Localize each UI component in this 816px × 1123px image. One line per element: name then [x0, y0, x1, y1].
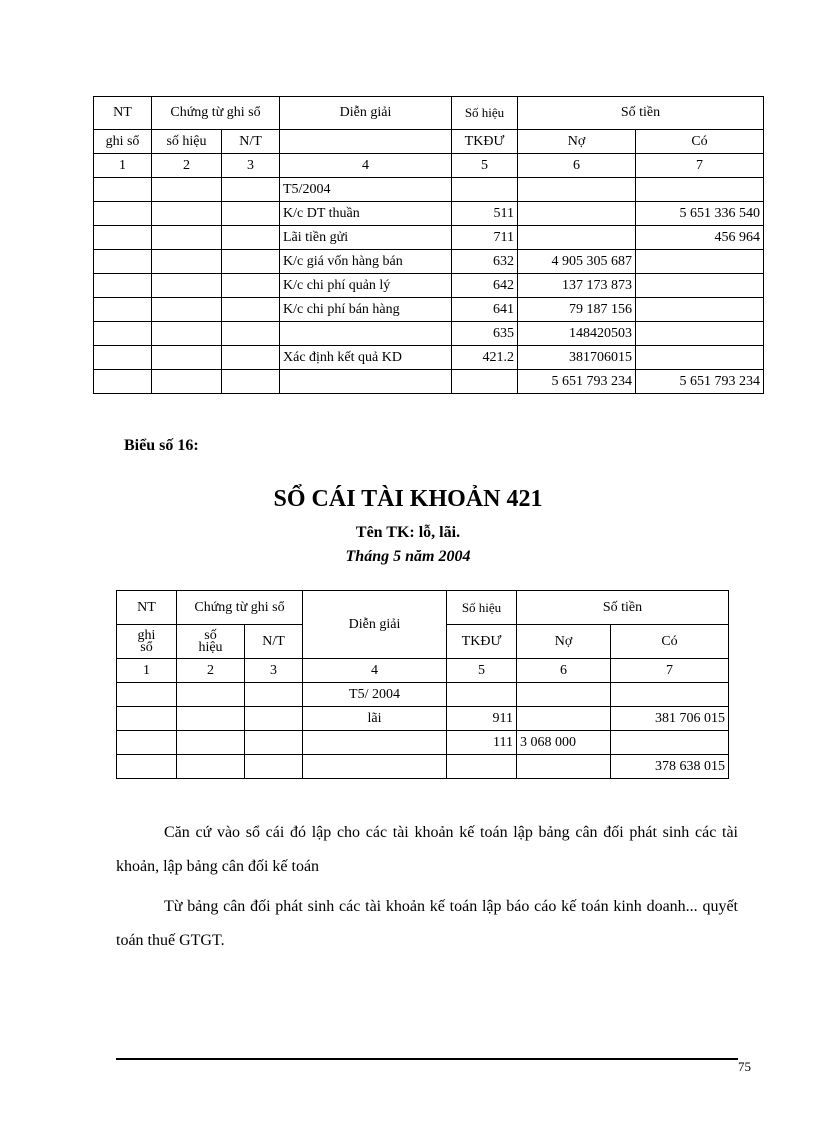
form-label: Biểu số 16: [124, 437, 199, 454]
row-co [636, 274, 764, 298]
row-no: 3 068 000 [517, 731, 611, 755]
row-no [518, 226, 636, 250]
row-tk [447, 683, 517, 707]
row-tk: 632 [452, 250, 518, 274]
row-desc [280, 370, 452, 394]
index-cell: 3 [222, 154, 280, 178]
index-cell: 5 [452, 154, 518, 178]
row-no: 381706015 [518, 346, 636, 370]
header-nt: NT [94, 97, 152, 130]
table-row [117, 707, 729, 731]
ledger-table-421 [116, 590, 729, 779]
row-tk: 911 [447, 707, 517, 731]
row-desc: Lãi tiền gửi [280, 226, 452, 250]
table-row [94, 202, 764, 226]
row-desc: K/c chi phí bán hàng [280, 298, 452, 322]
header-tkdu: TKĐƯ [452, 130, 518, 154]
footer-divider [116, 1058, 738, 1060]
account-name: Tên TK: lỗ, lãi. [355, 524, 461, 541]
index-row [117, 659, 729, 683]
table-row [117, 755, 729, 779]
header-co: Có [636, 130, 764, 154]
header-no: Nợ [517, 625, 611, 659]
index-cell: 1 [94, 154, 152, 178]
header-so-hieu-ct: số hiệu [177, 625, 245, 659]
row-co [636, 250, 764, 274]
header-so-tien: Số tiền [518, 97, 764, 130]
row-desc: K/c chi phí quản lý [280, 274, 452, 298]
index-cell: 5 [447, 659, 517, 683]
ledger-table-previous [93, 96, 764, 394]
index-cell: 1 [117, 659, 177, 683]
header-chung-tu: Chứng từ ghi sổ [177, 591, 303, 625]
row-tk [452, 178, 518, 202]
row-co: 456 964 [636, 226, 764, 250]
row-desc [303, 755, 447, 779]
header-tkdu: TKĐƯ [447, 625, 517, 659]
index-cell: 4 [303, 659, 447, 683]
row-tk: 635 [452, 322, 518, 346]
index-cell: 4 [280, 154, 452, 178]
table-row [94, 226, 764, 250]
paragraph: Từ bảng cân đối phát sinh các tài khoản kế toán lập báo cáo kế toán kinh doanh... quyết toán thuế GTGT. [116, 898, 738, 949]
row-no [518, 178, 636, 202]
header-empty [280, 130, 452, 154]
header-so-hieu: Số hiệu [447, 591, 517, 625]
row-no [517, 755, 611, 779]
row-co [636, 298, 764, 322]
row-desc [303, 731, 447, 755]
row-tk [447, 755, 517, 779]
index-cell: 3 [245, 659, 303, 683]
table-row [117, 683, 729, 707]
header-ghi-so: ghi sổ [117, 625, 177, 659]
header-ghi-so: ghi sổ [94, 130, 152, 154]
row-tk: 711 [452, 226, 518, 250]
header-dien-giai: Diễn giải [280, 97, 452, 130]
table-row [94, 178, 764, 202]
index-cell: 2 [177, 659, 245, 683]
row-co [636, 346, 764, 370]
row-desc: T5/2004 [280, 178, 452, 202]
total-no: 5 651 793 234 [518, 370, 636, 394]
row-no [517, 683, 611, 707]
table-row [117, 731, 729, 755]
table-row [94, 274, 764, 298]
row-co: 381 706 015 [611, 707, 729, 731]
index-cell: 6 [518, 154, 636, 178]
row-desc: lãi [303, 707, 447, 731]
row-tk [452, 370, 518, 394]
page-number: 75 [738, 1059, 751, 1074]
table-row [94, 346, 764, 370]
total-co: 5 651 793 234 [636, 370, 764, 394]
row-no: 148420503 [518, 322, 636, 346]
table-row [94, 322, 764, 346]
index-cell: 2 [152, 154, 222, 178]
row-co [611, 683, 729, 707]
index-row [94, 154, 764, 178]
row-desc [280, 322, 452, 346]
row-desc: K/c DT thuần [280, 202, 452, 226]
index-cell: 7 [636, 154, 764, 178]
row-co [636, 322, 764, 346]
period-label: Tháng 5 năm 2004 [345, 548, 471, 565]
header-so-hieu: Số hiệu [452, 97, 518, 130]
row-tk: 111 [447, 731, 517, 755]
row-desc: K/c giá vốn hàng bán [280, 250, 452, 274]
row-no [517, 707, 611, 731]
row-desc: T5/ 2004 [303, 683, 447, 707]
header-nt: NT [117, 591, 177, 625]
row-no: 137 173 873 [518, 274, 636, 298]
header-dien-giai: Diễn giải [303, 591, 447, 659]
header-so-tien: Số tiền [517, 591, 729, 625]
row-tk: 642 [452, 274, 518, 298]
row-co [611, 731, 729, 755]
row-tk: 511 [452, 202, 518, 226]
header-so-hieu-ct: số hiệu [152, 130, 222, 154]
row-co: 378 638 015 [611, 755, 729, 779]
page-title: SỔ CÁI TÀI KHOẢN 421 [273, 486, 543, 512]
header-nt2: N/T [245, 625, 303, 659]
row-tk: 641 [452, 298, 518, 322]
total-row [94, 370, 764, 394]
row-no: 79 187 156 [518, 298, 636, 322]
header-no: Nợ [518, 130, 636, 154]
table-row [94, 250, 764, 274]
index-cell: 7 [611, 659, 729, 683]
row-co: 5 651 336 540 [636, 202, 764, 226]
row-no [518, 202, 636, 226]
header-chung-tu: Chứng từ ghi sổ [152, 97, 280, 130]
header-nt2: N/T [222, 130, 280, 154]
index-cell: 6 [517, 659, 611, 683]
row-tk: 421.2 [452, 346, 518, 370]
header-co: Có [611, 625, 729, 659]
paragraph: Căn cứ vào sổ cái đó lập cho các tài khoản kế toán lập bảng cân đối phát sinh các tài khoản, lập bảng cân đối kế toán [116, 824, 738, 875]
table-row [94, 298, 764, 322]
row-desc: Xác định kết quả KD [280, 346, 452, 370]
row-co [636, 178, 764, 202]
row-no: 4 905 305 687 [518, 250, 636, 274]
